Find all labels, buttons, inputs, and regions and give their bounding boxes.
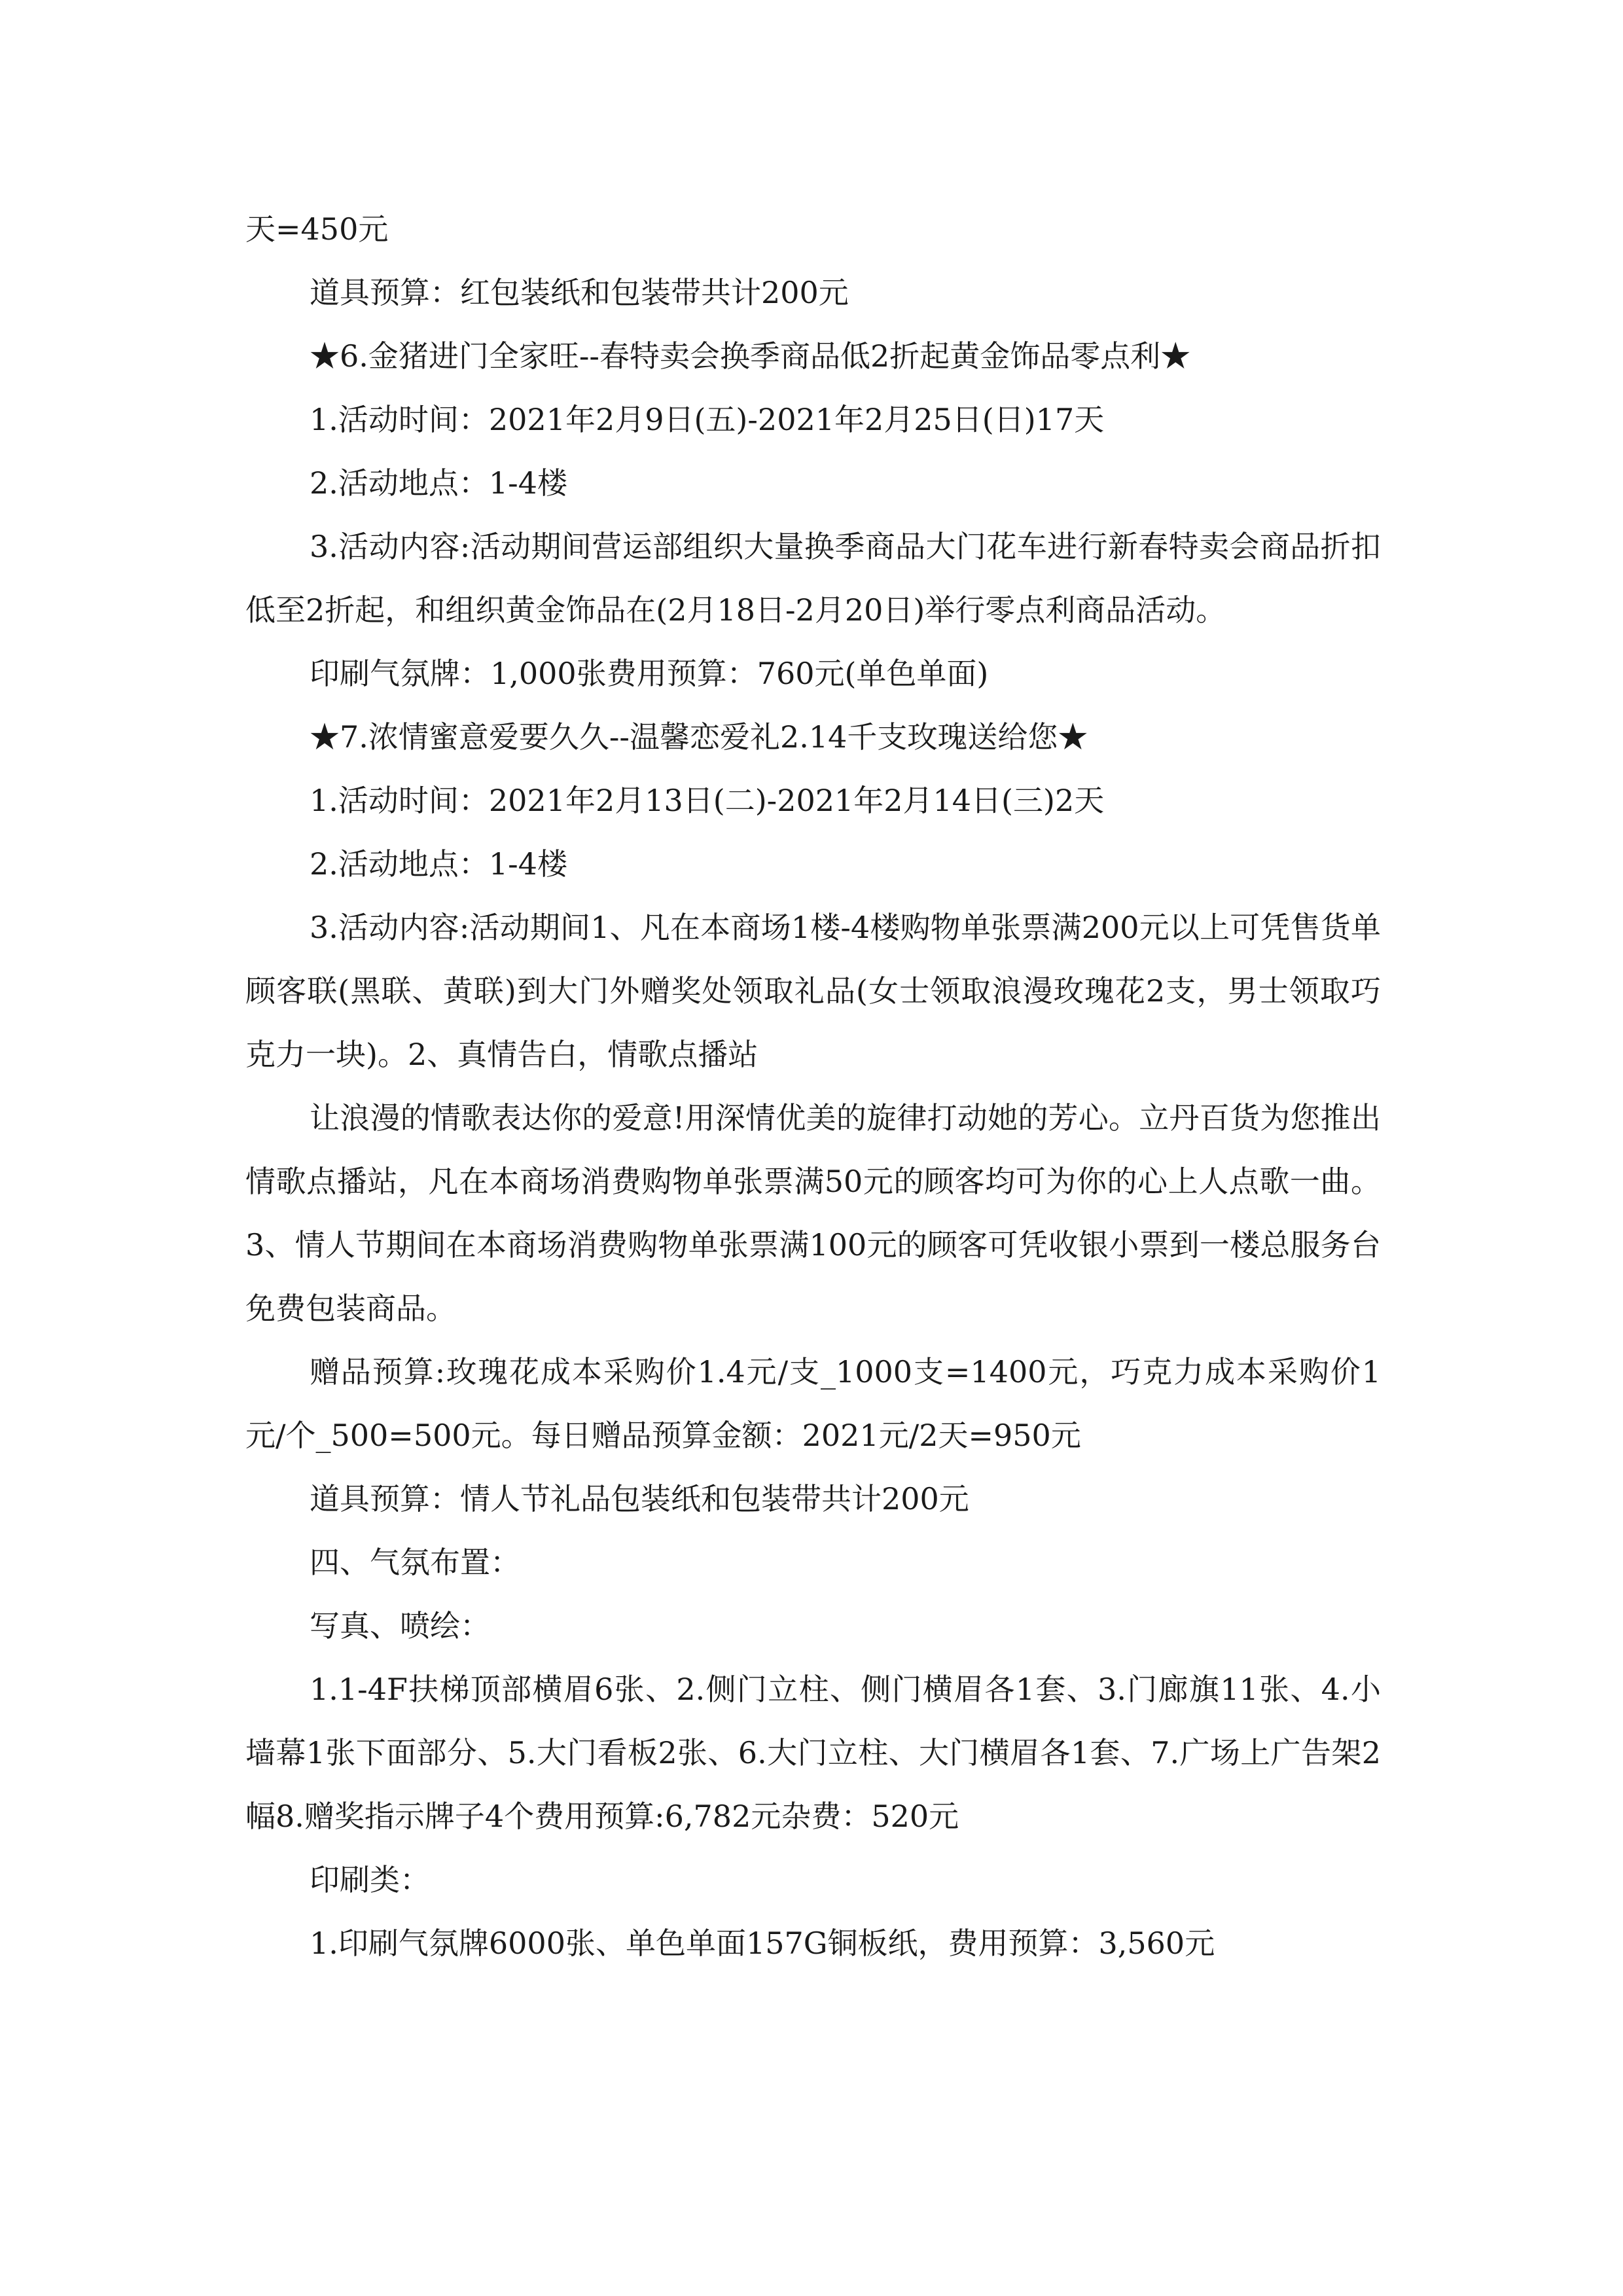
section-heading: ★7.浓情蜜意爱要久久--温馨恋爱礼2.14千支玫瑰送给您★ <box>310 719 1088 755</box>
paragraph: 1.印刷气氛牌6000张、单色单面157G铜板纸，费用预算：3,560元 <box>310 1926 1215 1961</box>
document-body <box>245 198 1381 1975</box>
paragraph: 1.活动时间：2021年2月13日(二)-2021年2月14日(三)2天 <box>310 783 1105 818</box>
paragraph: 印刷类： <box>310 1862 430 1897</box>
paragraph: 让浪漫的情歌表达你的爱意!用深情优美的旋律打动她的芳心。立丹百货为您推出情歌点播站，凡在本商场消费购物单张票满50元的顾客均可为你的心上人点歌一曲。3、情人节期间在本商场消费购物单张票满100元的顾客可凭收银小票到一楼总服务台免费包装商品。 <box>245 1100 1381 1326</box>
paragraph: 3.活动内容:活动期间1、凡在本商场1楼-4楼购物单张票满200元以上可凭售货单顾客联(黑联、黄联)到大门外赠奖处领取礼品(女士领取浪漫玫瑰花2支，男士领取巧克力一块)。2、真情告白，情歌点播站 <box>245 910 1381 1072</box>
paragraph: 赠品预算:玫瑰花成本采购价1.4元/支_1000支=1400元，巧克力成本采购价1元/个_500=500元。每日赠品预算金额：2021元/2天=950元 <box>245 1354 1381 1453</box>
paragraph: 1.1-4F扶梯顶部横眉6张、2.侧门立柱、侧门横眉各1套、3.门廊旗11张、4.小墙幕1张下面部分、5.大门看板2张、6.大门立柱、大门横眉各1套、7.广场上广告架2幅8.赠奖指示牌子4个费用预算:6,782元杂费：520元 <box>245 1672 1381 1834</box>
paragraph: 1.活动时间：2021年2月9日(五)-2021年2月25日(日)17天 <box>310 402 1105 437</box>
paragraph: 2.活动地点：1-4楼 <box>310 465 567 501</box>
paragraph: 道具预算：红包装纸和包装带共计200元 <box>310 275 849 310</box>
paragraph: 道具预算：情人节礼品包装纸和包装带共计200元 <box>310 1481 969 1516</box>
paragraph: 天=450元 <box>245 211 389 247</box>
section-heading: ★6.金猪进门全家旺--春特卖会换季商品低2折起黄金饰品零点利★ <box>310 338 1191 374</box>
paragraph: 2.活动地点：1-4楼 <box>310 846 567 882</box>
paragraph: 印刷气氛牌：1,000张费用预算：760元(单色单面) <box>310 656 989 691</box>
paragraph: 3.活动内容:活动期间营运部组织大量换季商品大门花车进行新春特卖会商品折扣低至2折起，和组织黄金饰品在(2月18日-2月20日)举行零点利商品活动。 <box>245 529 1381 628</box>
section-heading: 四、气氛布置： <box>310 1545 520 1580</box>
paragraph: 写真、喷绘： <box>310 1608 490 1643</box>
